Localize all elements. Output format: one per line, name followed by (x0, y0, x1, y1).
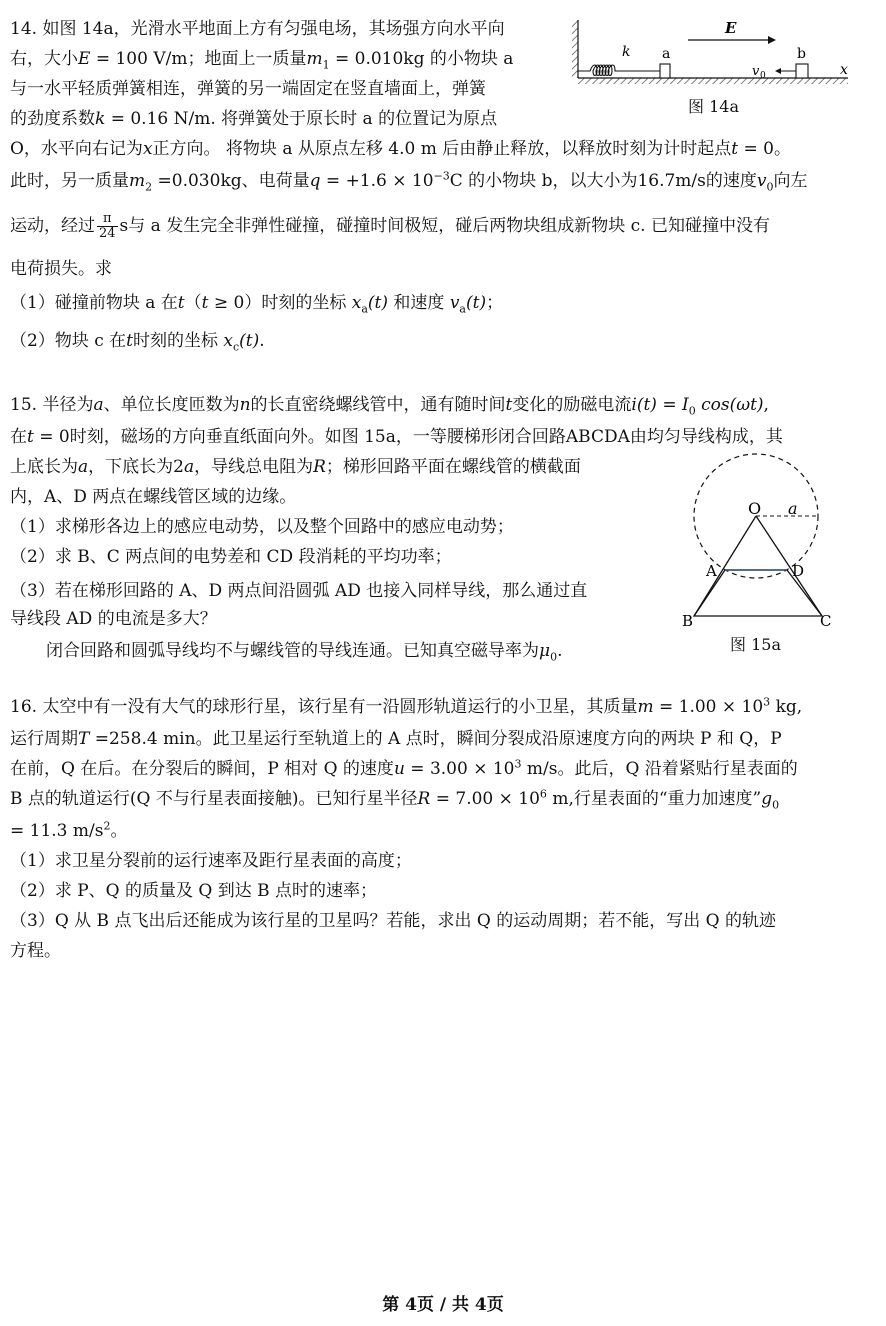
subscript: 0 (550, 650, 558, 664)
p14-line-8: 电荷损失。求 (10, 259, 112, 279)
symbol-t: t (201, 293, 209, 313)
text: （2）物块 c 在 (10, 331, 127, 351)
p14-question-1 (10, 290, 503, 316)
p15-question-3-line-2: 导线段 AD 的电流是多大？ (10, 609, 217, 629)
denominator: 24 (99, 226, 116, 241)
text: m,行星表面的“重力加速度” (546, 789, 762, 809)
text: 运行周期 (10, 729, 78, 749)
subscript: c (233, 340, 240, 354)
symbol-m: m (637, 697, 654, 717)
p16-line-5 (10, 818, 127, 844)
text: ≥ 0）时刻的坐标 (208, 293, 352, 313)
text: = 0.16 N/m. 将弹簧处于原长时 a 的位置记为原点 (105, 109, 498, 129)
text: 在前，Q 在后。在分裂后的瞬间，P 相对 Q 的速度 (10, 759, 394, 779)
symbol-k: k (95, 109, 106, 129)
text: = 0时刻，磁场的方向垂直纸面向外。如图 15a，一等腰梯形闭合回路ABCDA由均匀导线构成，其 (33, 427, 783, 447)
p14-question-2 (10, 328, 265, 354)
label-O: O (748, 499, 762, 518)
symbol-m: m (129, 171, 146, 191)
text: ； (486, 293, 504, 313)
p15-line-2 (10, 424, 783, 450)
p16-line-4 (10, 786, 779, 812)
p15-question-1: （1）求梯形各边上的感应电动势，以及整个回路中的感应电动势； (10, 517, 514, 537)
current-formula: i(t) = I (631, 395, 689, 415)
label-a: a (788, 499, 798, 518)
superscript: 3 (514, 757, 522, 771)
text: 的长直密绕螺线管中，通有随时间 (250, 395, 506, 415)
text: 和速度 (388, 293, 450, 313)
wall-hatch (572, 20, 578, 78)
symbol-t: t (177, 293, 185, 313)
symbol-E: E (78, 49, 91, 69)
p15-line-1 (10, 392, 769, 418)
figure-14a (570, 14, 860, 94)
subscript: 0 (772, 798, 780, 812)
p15-line-3 (10, 454, 581, 480)
p16-question-3-line-2: 方程。 (10, 941, 61, 961)
p14-line-6 (10, 168, 807, 194)
symbol-g: g (761, 789, 773, 809)
p14-line-4 (10, 106, 497, 132)
figure-15a-caption: 图 15a (730, 635, 781, 654)
superscript: 6 (539, 787, 547, 801)
p16-question-2: （2）求 P、Q 的质量及 Q 到达 B 点时的速率； (10, 881, 378, 901)
ground-hatch (578, 78, 848, 84)
subscript: a (459, 302, 466, 316)
text: （ (184, 293, 202, 313)
text: = 100 V/m；地面上一质量 (90, 49, 307, 69)
symbol-t-paren: (t) (239, 331, 260, 351)
superscript: −3 (433, 169, 450, 183)
text: 变化的励磁电流 (512, 395, 632, 415)
page-footer: 第 4页 / 共 4页 (382, 1295, 504, 1315)
p15-line-4: 内，A、D 两点在螺线管区域的边缘。 (10, 487, 297, 507)
fraction-pi-over-24 (97, 212, 118, 241)
symbol-t: t (731, 139, 739, 159)
text: = 3.00 × 10 (404, 759, 515, 779)
text: 此时，另一质量 (10, 171, 129, 191)
symbol-m: m (306, 49, 323, 69)
label-v0: v (752, 64, 760, 79)
p14-line-3: 与一水平轻质弹簧相连，弹簧的另一端固定在竖直墙面上，弹簧 (10, 79, 486, 99)
p16-line-2 (10, 726, 782, 752)
text: m/s。此后，Q 沿着紧贴行星表面的 (521, 759, 798, 779)
figure-14a-caption: 图 14a (688, 97, 739, 116)
p16-line-1 (10, 694, 802, 720)
cos-formula: cos(ωt) (695, 395, 764, 415)
subscript: 2 (145, 180, 153, 194)
label-D: D (792, 562, 805, 580)
text: 。 (110, 821, 128, 841)
symbol-a: a (93, 395, 104, 415)
label-E: E (725, 19, 737, 37)
subscript: 0 (766, 180, 774, 194)
label-v0-sub: 0 (760, 71, 766, 81)
symbol-v: v (449, 293, 460, 313)
text: = 11.3 m/s (10, 821, 104, 841)
text: 15. 半径为 (10, 395, 94, 415)
line-OD (756, 516, 822, 616)
p15-question-2: （2）求 B、C 两点间的电势差和 CD 段消耗的平均功率； (10, 547, 452, 567)
label-C: C (820, 612, 832, 630)
text: B 点的轨道运行(Q 不与行星表面接触)。已知行星半径 (10, 789, 418, 809)
text: . (259, 331, 265, 351)
label-B: B (682, 612, 694, 630)
label-a: a (662, 46, 671, 62)
symbol-t: t (126, 331, 133, 351)
subscript: 1 (322, 58, 330, 72)
text: ，导线总电阻为 (194, 457, 314, 477)
symbol-x: x (351, 293, 362, 313)
label-x: x (840, 62, 848, 78)
figure-15a (680, 450, 850, 630)
symbol-t-paren: (t) (465, 293, 487, 313)
symbol-a: a (183, 457, 195, 477)
text: 闭合回路和圆弧导线均不与螺线管的导线连通。已知真空磁导率为 (46, 641, 539, 661)
label-b: b (797, 46, 806, 62)
symbol-t-paren: (t) (367, 293, 388, 313)
p16-line-3 (10, 756, 798, 782)
p15-note (46, 638, 562, 664)
text: O，水平向右记为 (10, 139, 143, 159)
subscript: a (361, 302, 368, 316)
p16-question-1: （1）求卫星分裂前的运行速率及距行星表面的高度； (10, 851, 412, 871)
text: C 的小物块 b，以大小为16.7m/s的速度 (449, 171, 757, 191)
text: kg, (770, 697, 803, 717)
symbol-t: t (27, 427, 34, 447)
spring (578, 65, 660, 76)
p14-line-7 (10, 212, 770, 241)
text: = 0.010kg 的小物块 a (329, 49, 514, 69)
text: 上底长为 (10, 457, 78, 477)
text: 在 (10, 427, 27, 447)
field-arrowhead (768, 36, 776, 44)
text: 时刻的坐标 (133, 331, 224, 351)
symbol-R: R (313, 457, 326, 477)
text: ；梯形回路平面在螺线管的横截面 (325, 457, 581, 477)
text: （1）碰撞前物块 a 在 (10, 293, 178, 313)
superscript: 3 (763, 695, 771, 709)
velocity-arrowhead (775, 68, 781, 74)
text: = 0。 (738, 139, 791, 159)
symbol-x: x (223, 331, 233, 351)
p14-line-2 (10, 46, 513, 72)
text: 运动，经过 (10, 216, 95, 236)
text: =258.4 min。此卫星运行至轨道上的 A 点时，瞬间分裂成沿原速度方向的两块 P 和 Q，P (89, 729, 782, 749)
block-a (660, 64, 670, 78)
text: 右，大小 (10, 49, 78, 69)
symbol-R: R (417, 789, 431, 809)
text: 、单位长度匝数为 (103, 395, 240, 415)
text: ，下底长为2 (88, 457, 184, 477)
text: , (763, 395, 769, 415)
label-A: A (706, 562, 717, 580)
p14-line-5 (10, 136, 791, 162)
text: = 1.00 × 10 (653, 697, 764, 717)
text: = 7.00 × 10 (430, 789, 540, 809)
block-b (796, 64, 808, 78)
subscript: 0 (688, 404, 696, 418)
symbol-u: u (393, 759, 405, 779)
numerator: π (97, 212, 118, 227)
p16-question-3-line-1: （3）Q 从 B 点飞出后还能成为该行星的卫星吗？若能，求出 Q 的运动周期；若不能，写出 Q 的轨迹 (10, 911, 776, 931)
symbol-mu: μ (539, 641, 551, 661)
text: 正方向。 将物块 a 从原点左移 4.0 m 后由静止释放，以释放时刻为计时起点 (152, 139, 732, 159)
superscript: 2 (103, 819, 111, 833)
text: . (557, 641, 563, 661)
label-k: k (622, 44, 631, 60)
text: 16. 太空中有一没有大气的球形行星，该行星有一沿圆形轨道运行的小卫星，其质量 (10, 697, 638, 717)
text: = +1.6 × 10 (320, 171, 434, 191)
text: s与 a 发生完全非弹性碰撞，碰撞时间极短，碰后两物块组成新物块 c. 已知碰撞中没有 (119, 216, 770, 236)
symbol-T: T (78, 729, 90, 749)
symbol-a: a (78, 457, 89, 477)
symbol-q: q (309, 171, 321, 191)
text: =0.030kg、电荷量 (152, 171, 310, 191)
symbol-v: v (756, 171, 767, 191)
text: 的劲度系数 (10, 109, 95, 129)
symbol-x: x (142, 139, 153, 159)
p15-question-3-line-1: （3）若在梯形回路的 A、D 两点间沿圆弧 AD 也接入同样导线，那么通过直 (10, 581, 588, 601)
line-OA (694, 516, 756, 616)
symbol-n: n (239, 395, 251, 415)
symbol-t: t (505, 395, 513, 415)
p14-line-1: 14. 如图 14a，光滑水平地面上方有匀强电场，其场强方向水平向 (10, 19, 505, 39)
text: 向左 (773, 171, 808, 191)
